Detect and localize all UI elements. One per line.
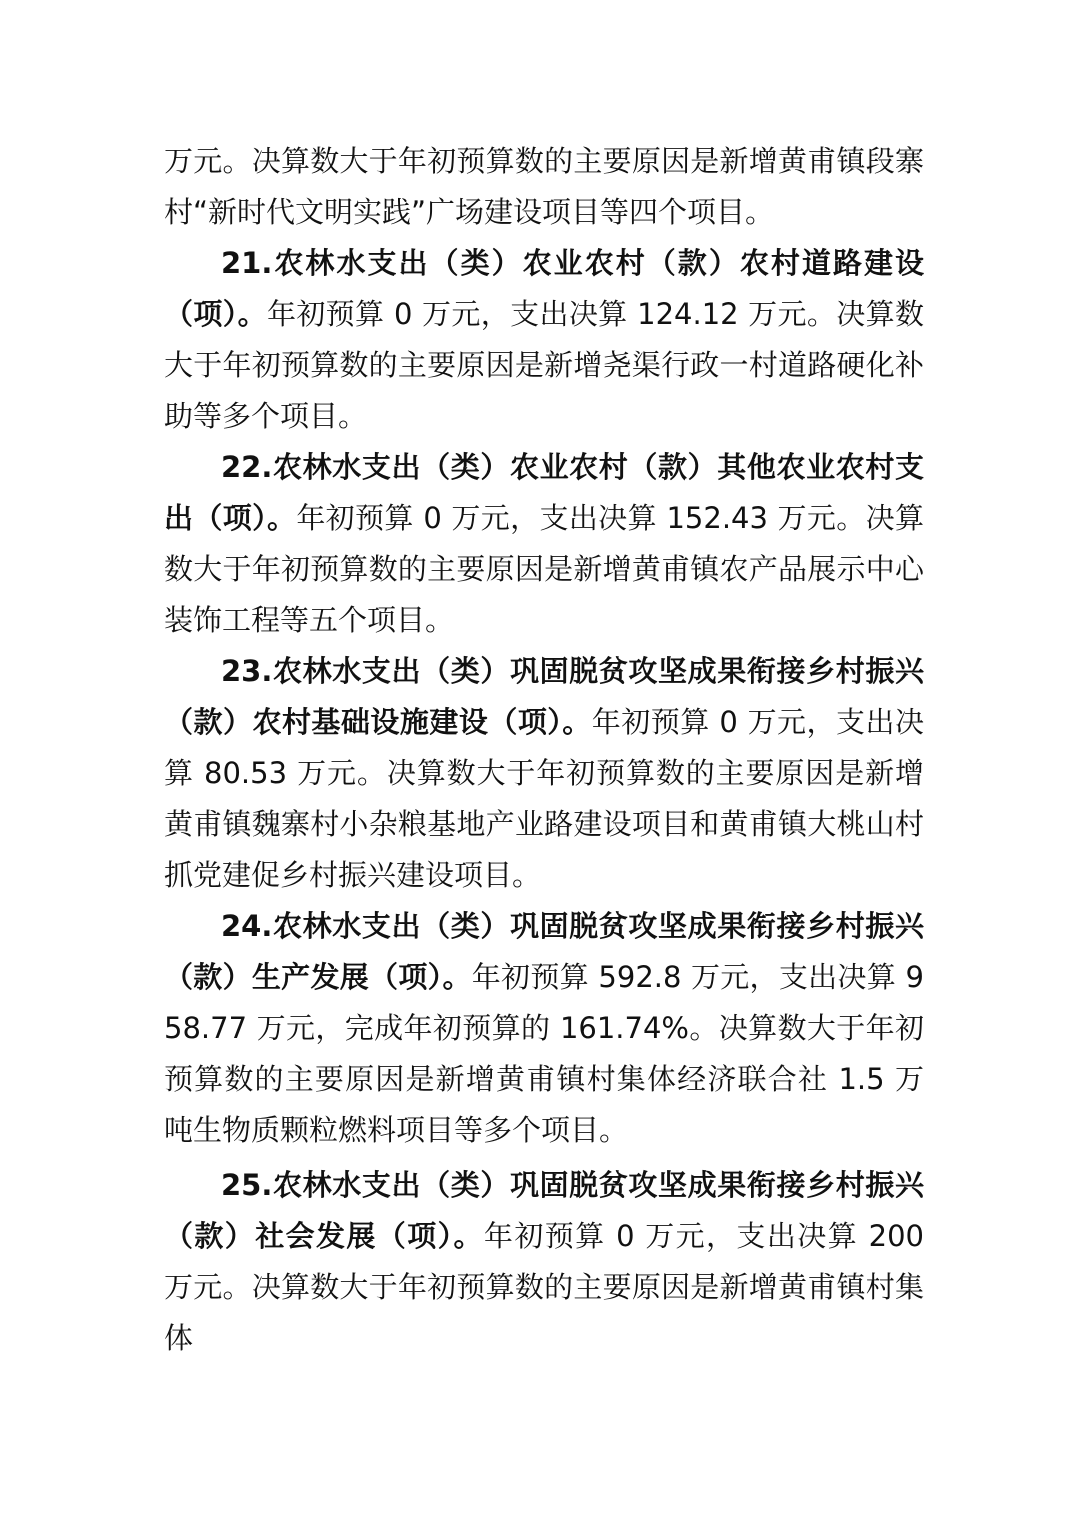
paragraph-item-23 [164,646,924,901]
paragraph-heading: 23.农林水支出（类）巩固脱贫攻坚成果衔接乡村振兴（款）农村基础设施建设（项）。 [164,654,924,739]
paragraph-body: 年初预算 0 万元，支出决算 152.43 万元。决算数大于年初预算数的主要原因是新增黄甫镇农产品展示中心装饰工程等五个项目。 [164,501,924,637]
paragraph-continuation [164,136,924,238]
paragraph-heading: 24.农林水支出（类）巩固脱贫攻坚成果衔接乡村振兴（款）生产发展（项）。 [164,909,924,994]
paragraph-body: 年初预算 0 万元，支出决算 124.12 万元。决算数大于年初预算数的主要原因是新增尧渠行政一村道路硬化补助等多个项目。 [164,297,924,433]
paragraph-heading: 21.农林水支出（类）农业农村（款）农村道路建设（项）。 [164,246,924,331]
paragraph-body: 年初预算 592.8 万元，支出决算 958.77 万元，完成年初预算的 161.74%。决算数大于年初预算数的主要原因是新增黄甫镇村集体经济联合社 1.5 万吨生物质颗粒燃料项目等多个项目。 [164,960,924,1147]
paragraph-item-22 [164,442,924,646]
document-body [164,136,924,1364]
paragraph-heading: 25.农林水支出（类）巩固脱贫攻坚成果衔接乡村振兴（款）社会发展（项）。 [164,1168,924,1253]
paragraph-body: 年初预算 0 万元，支出决算 80.53 万元。决算数大于年初预算数的主要原因是新增黄甫镇魏寨村小杂粮基地产业路建设项目和黄甫镇大桃山村抓党建促乡村振兴建设项目。 [164,705,924,892]
paragraph-body: 年初预算 0 万元，支出决算 200 万元。决算数大于年初预算数的主要原因是新增黄甫镇村集体 [164,1219,924,1355]
paragraph-item-24 [164,901,924,1156]
paragraph-body: 万元。决算数大于年初预算数的主要原因是新增黄甫镇段寨村“新时代文明实践”广场建设项目等四个项目。 [164,144,924,229]
paragraph-item-21 [164,238,924,442]
paragraph-heading: 22.农林水支出（类）农业农村（款）其他农业农村支出（项）。 [164,450,924,535]
paragraph-item-25 [164,1160,924,1364]
